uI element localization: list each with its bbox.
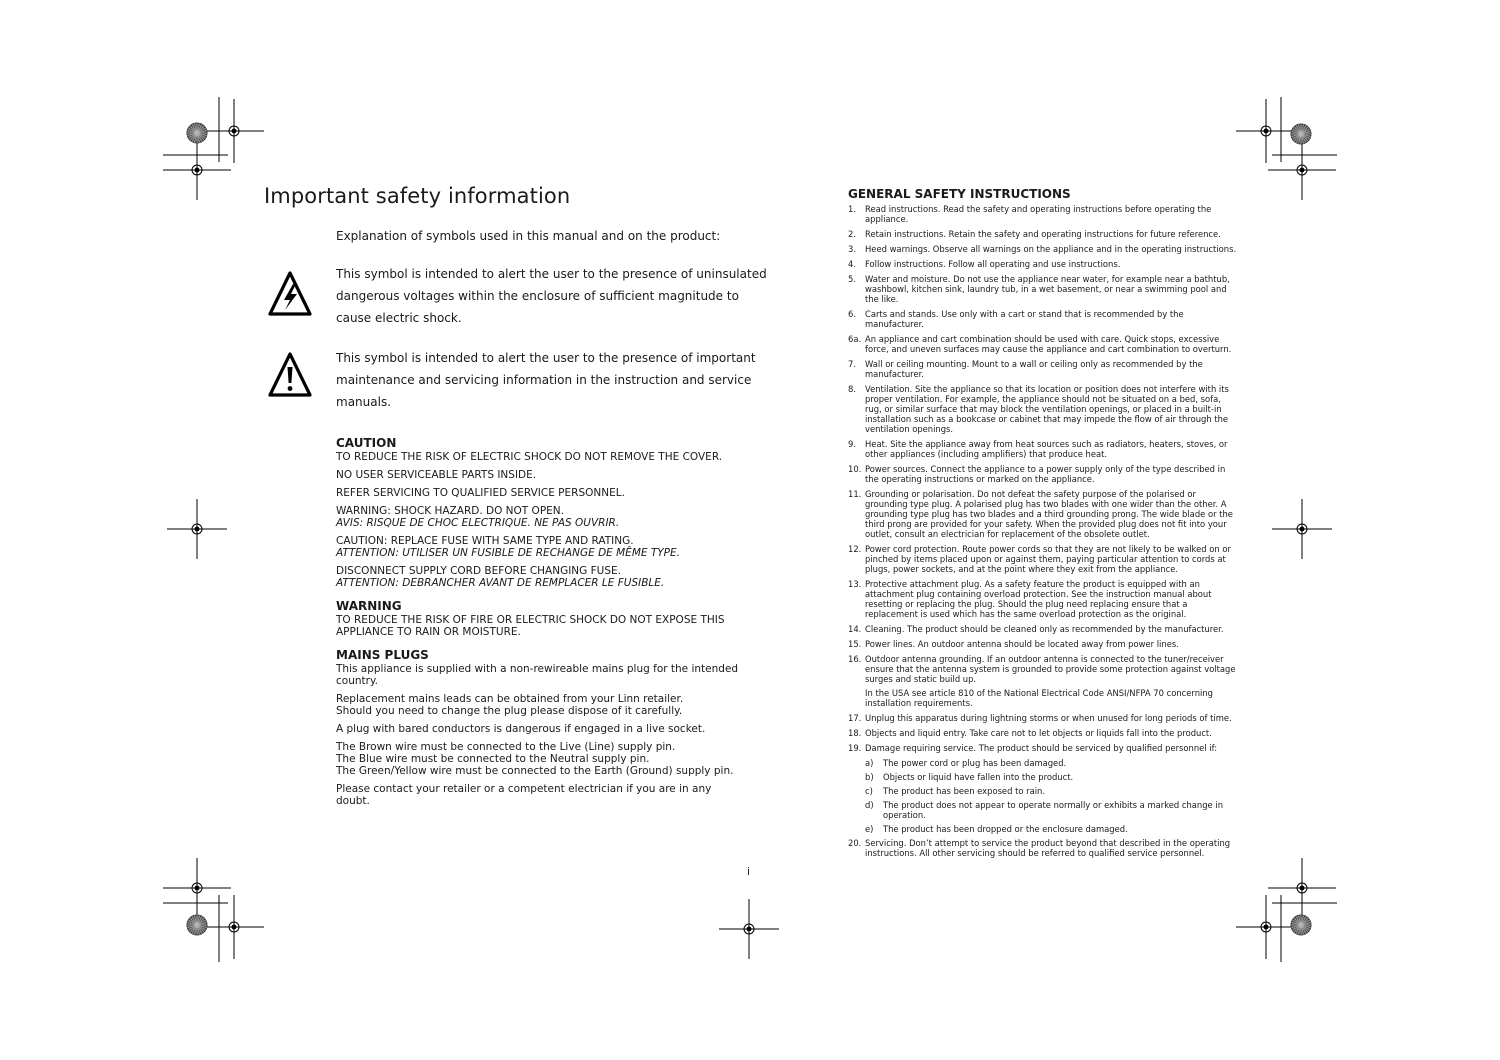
list-item: [848, 654, 1238, 684]
list-item: [848, 838, 1238, 858]
list-item: [848, 274, 1238, 304]
mains-plugs-text: [336, 663, 739, 687]
item-number: 15.: [848, 639, 862, 649]
item-text: Water and moisture. Do not use the appliance near water, for example near a bathtub, washbowl, kitchen sink, laundry tub, in a wet basement, or near a swimming pool and the like.: [865, 274, 1230, 304]
list-item: [848, 624, 1238, 634]
general-safety-instructions: [848, 187, 1238, 863]
item-text: Unplug this apparatus during lightning storms or when unused for long periods of time.: [865, 713, 1232, 723]
item-text: Objects and liquid entry. Take care not to let objects or liquids fall into the product.: [865, 728, 1212, 738]
sub-item-text: The product has been dropped or the enclosure damaged.: [883, 824, 1128, 834]
item-number: 11.: [848, 489, 862, 499]
page-number: i: [747, 865, 751, 878]
warning-text: [336, 614, 731, 638]
instruction-list: [848, 204, 1238, 858]
warning-line: TO REDUCE THE RISK OF FIRE OR ELECTRIC SHOCK DO NOT EXPOSE THIS: [336, 614, 725, 626]
list-item: [848, 334, 1238, 354]
sub-list-item: [865, 772, 1238, 782]
item-number: 16.: [848, 654, 862, 664]
list-item: [848, 259, 1238, 269]
item-text: Heed warnings. Observe all warnings on the appliance and in the operating instructions.: [865, 244, 1237, 254]
mains-plugs-heading: MAINS PLUGS: [336, 648, 429, 662]
list-item: [848, 544, 1238, 574]
caution-text: TO REDUCE THE RISK OF ELECTRIC SHOCK DO NOT REMOVE THE COVER.: [336, 451, 723, 463]
item-number: 13.: [848, 579, 862, 589]
symbol-1-line: This symbol is intended to alert the user to the presence of uninsulated: [336, 267, 767, 281]
list-item: [848, 359, 1238, 379]
item-number: 9.: [848, 439, 856, 449]
item-number: 6.: [848, 309, 856, 319]
caution-text: [336, 565, 731, 589]
item-text: Servicing. Don’t attempt to service the product beyond that described in the operating instructions. All other servicing should be referred to qualified service personnel.: [865, 838, 1231, 858]
item-number: 14.: [848, 624, 862, 634]
item-number: 8.: [848, 384, 856, 394]
item-number: 5.: [848, 274, 856, 284]
mains-plugs-text: [336, 741, 734, 777]
item-text: An appliance and cart combination should be used with care. Quick stops, excessive force, and uneven surfaces may cause the appliance and cart combination to overturn.: [865, 334, 1232, 354]
item-text: Power sources. Connect the appliance to a power supply only of the type described in the operating instructions or marked on the appliance.: [865, 464, 1226, 484]
warning-heading: WARNING: [336, 599, 402, 613]
mains-line: Replacement mains leads can be obtained from your Linn retailer.: [336, 693, 684, 705]
caution-text: REFER SERVICING TO QUALIFIED SERVICE PERSONNEL.: [336, 487, 625, 499]
mains-plugs-text: Please contact your retailer or a competent electrician if you are in any doubt.: [336, 783, 712, 807]
caution-line: CAUTION: REPLACE FUSE WITH SAME TYPE AND RATING.: [336, 535, 634, 547]
sub-item-letter: d): [865, 800, 874, 810]
item-text: Protective attachment plug. As a safety feature the product is equipped with an attachment plug containing overload protection. See the instruction manual about resetting or replacing the plug. Should the plug need replacing ensure that a replacement is used which has the same overload protection as the original.: [865, 579, 1212, 619]
caution-text: [336, 505, 731, 529]
sub-item-letter: e): [865, 824, 874, 834]
mains-line: This appliance is supplied with a non-rewireable mains plug for the intended: [336, 663, 739, 675]
list-item: [848, 728, 1238, 738]
item-text: Outdoor antenna grounding. If an outdoor antenna is connected to the tuner/receiver ensure that the antenna system is grounded to provide some protection against voltage surges and static build up.: [865, 654, 1236, 684]
symbol-2-description: [336, 347, 756, 413]
symbols-intro: Explanation of symbols used in this manual and on the product:: [336, 229, 721, 243]
item-number: 17.: [848, 713, 862, 723]
sub-list-item: [865, 786, 1238, 796]
sub-item-text: Objects or liquid have fallen into the product.: [883, 772, 1074, 782]
list-item: [848, 229, 1238, 239]
item-number: 12.: [848, 544, 862, 554]
left-column: [336, 436, 739, 813]
item-text: Wall or ceiling mounting. Mount to a wall or ceiling only as recommended by the manufacturer.: [865, 359, 1203, 379]
caution-text: [336, 535, 731, 559]
item-text: Damage requiring service. The product should be serviced by qualified personnel if:: [865, 743, 1218, 753]
mains-plugs-text: A plug with bared conductors is dangerous if engaged in a live socket.: [336, 723, 706, 735]
list-item: [848, 639, 1238, 649]
item-text: Retain instructions. Retain the safety and operating instructions for future reference.: [865, 229, 1221, 239]
caution-line-french: ATTENTION: UTILISER UN FUSIBLE DE RECHANGE DE MÊME TYPE.: [336, 547, 680, 559]
list-item: [848, 713, 1238, 723]
sub-item-letter: a): [865, 758, 874, 768]
item-number: 1.: [848, 204, 856, 214]
mains-line: The Green/Yellow wire must be connected to the Earth (Ground) supply pin.: [336, 765, 734, 777]
symbol-1-description: [336, 263, 767, 329]
item-text: Power lines. An outdoor antenna should be located away from power lines.: [865, 639, 1179, 649]
mains-plugs-text: [336, 693, 731, 717]
item-number: 18.: [848, 728, 862, 738]
sub-item-text: The product has been exposed to rain.: [883, 786, 1046, 796]
mains-line: country.: [336, 675, 378, 687]
item-text: Follow instructions. Follow all operating and use instructions.: [865, 259, 1121, 269]
list-item: [848, 579, 1238, 619]
item-text: Ventilation. Site the appliance so that its location or position does not interfere with its proper ventilation. For example, the appliance should not be situated on a bed, sofa, rug, or similar surface that may block the ventilation openings, or placed in a built-in installation such as a bookcase or cabinet that may impede the flow of air through the ventilation openings.: [865, 384, 1229, 434]
item-number: 4.: [848, 259, 856, 269]
sub-list-item: [865, 824, 1238, 834]
sub-item-letter: b): [865, 772, 874, 782]
list-item: [848, 464, 1238, 484]
caution-text: NO USER SERVICEABLE PARTS INSIDE.: [336, 469, 537, 481]
item-number: 2.: [848, 229, 856, 239]
symbol-2-line: manuals.: [336, 395, 392, 409]
item-text: Power cord protection. Route power cords so that they are not likely to be walked on or pinched by items placed upon or against them, paying particular attention to cords at plugs, power sockets, and at the point where they exit from the appliance.: [865, 544, 1231, 574]
item-text: Cleaning. The product should be cleaned only as recommended by the manufacturer.: [865, 624, 1224, 634]
caution-heading: CAUTION: [336, 436, 397, 450]
sub-list-item: [865, 758, 1238, 768]
item-number: 19.: [848, 743, 862, 753]
item-text: Heat. Site the appliance away from heat sources such as radiators, heaters, stoves, or other appliances (including amplifiers) that produce heat.: [865, 439, 1228, 459]
item-number: 7.: [848, 359, 856, 369]
list-item: [848, 244, 1238, 254]
item-text: Carts and stands. Use only with a cart or stand that is recommended by the manufacturer.: [865, 309, 1184, 329]
item-number: 10.: [848, 464, 862, 474]
symbol-2-line: maintenance and servicing information in the instruction and service: [336, 373, 752, 387]
sub-item-text: The product does not appear to operate normally or exhibits a marked change in operation.: [883, 800, 1223, 820]
list-item: [848, 204, 1238, 224]
item-text: Grounding or polarisation. Do not defeat the safety purpose of the polarised or grounding type plug. A polarised plug has two blades with one wider than the other. A grounding type plug has two blades and a third grounding prong. The wide blade or the third prong are provided for your safety. When the provided plug does not fit into your outlet, consult an electrician for replacement of the obsolete outlet.: [865, 489, 1233, 539]
caution-line: DISCONNECT SUPPLY CORD BEFORE CHANGING FUSE.: [336, 565, 622, 577]
mains-line: The Brown wire must be connected to the Live (Line) supply pin.: [336, 741, 676, 753]
item-number: 3.: [848, 244, 856, 254]
list-item: [848, 743, 1238, 753]
sub-list-item: [865, 800, 1238, 820]
item-number: 6a.: [848, 334, 862, 344]
warning-line: APPLIANCE TO RAIN OR MOISTURE.: [336, 626, 521, 638]
list-item: [848, 439, 1238, 459]
symbol-2-line: This symbol is intended to alert the user to the presence of important: [336, 351, 756, 365]
sub-item-text: The power cord or plug has been damaged.: [883, 758, 1067, 768]
mains-line: Should you need to change the plug please dispose of it carefully.: [336, 705, 683, 717]
symbol-1-line: dangerous voltages within the enclosure of sufficient magnitude to: [336, 289, 739, 303]
exclamation-triangle-icon: [268, 351, 312, 399]
list-item: [848, 489, 1238, 539]
caution-line-french: AVIS: RISQUE DE CHOC ELECTRIQUE. NE PAS OUVRIR.: [336, 517, 620, 529]
sub-item-letter: c): [865, 786, 873, 796]
list-item: [848, 309, 1238, 329]
list-item: [848, 384, 1238, 434]
mains-line: The Blue wire must be connected to the Neutral supply pin.: [336, 753, 650, 765]
caution-line-french: ATTENTION: DEBRANCHER AVANT DE REMPLACER LE FUSIBLE.: [336, 577, 665, 589]
lightning-bolt-triangle-icon: [268, 270, 312, 318]
item-text: Read instructions. Read the safety and operating instructions before operating the appliance.: [865, 204, 1212, 224]
page-title: Important safety information: [264, 184, 571, 208]
caution-line: WARNING: SHOCK HAZARD. DO NOT OPEN.: [336, 505, 564, 517]
item-note: In the USA see article 810 of the National Electrical Code ANSI/NFPA 70 concerning installation requirements.: [865, 688, 1213, 708]
general-safety-heading: GENERAL SAFETY INSTRUCTIONS: [848, 187, 1071, 201]
symbol-1-line: cause electric shock.: [336, 311, 462, 325]
item-number: 20.: [848, 838, 862, 848]
